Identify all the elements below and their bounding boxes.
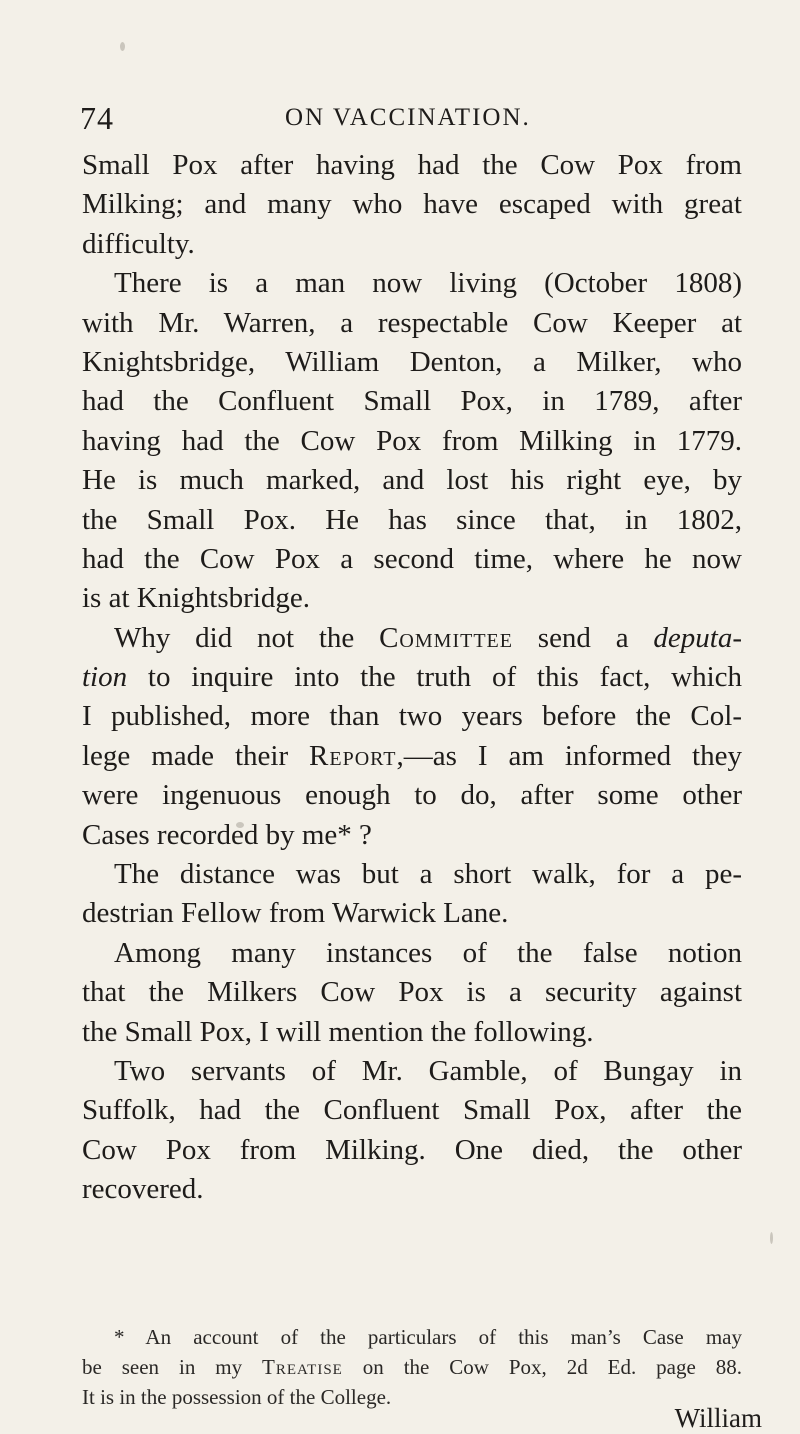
small-caps-word: Treatise: [262, 1355, 343, 1379]
text-line: with Mr. Warren, a respectable Cow Keeper at: [82, 306, 742, 339]
footnote: [82, 1322, 742, 1412]
text-line: [82, 658, 742, 697]
ink-speck: [770, 1232, 773, 1244]
body-text: [82, 146, 742, 1210]
text-line: recovered.: [82, 1173, 204, 1206]
text-line: destrian Fellow from Warwick Lane.: [82, 897, 509, 930]
text-line: Small Pox after having had the Cow Pox from: [82, 149, 742, 181]
ink-speck: [120, 42, 125, 51]
text-line: Milking; and many who have escaped with great: [82, 188, 742, 221]
text-line: There is a man now living (October 1808): [114, 267, 742, 300]
text-line: is at Knightsbridge.: [82, 582, 310, 615]
page-header: [80, 100, 740, 140]
catchword: William: [674, 1403, 762, 1433]
text-run: to inquire into the truth of this fact, which: [127, 661, 742, 694]
footnote-line: * An account of the particulars of this man’s Case may: [114, 1325, 742, 1349]
text-line: [82, 619, 742, 658]
text-line: were ingenuous enough to do, after some other: [82, 779, 742, 812]
text-line: [82, 737, 742, 776]
text-line: Cow Pox from Milking. One died, the other: [82, 1133, 742, 1166]
text-run: lege made their: [82, 739, 310, 772]
text-line: He is much marked, and lost his right eye, by: [82, 464, 742, 497]
small-caps-word: Committee: [379, 621, 513, 654]
page-number: 74: [80, 100, 114, 136]
text-line: having had the Cow Pox from Milking in 1779.: [82, 424, 742, 457]
text-line: had the Cow Pox a second time, where he now: [82, 542, 742, 575]
text-run: be seen in my: [82, 1355, 263, 1379]
text-line: had the Confluent Small Pox, in 1789, after: [82, 385, 742, 418]
text-line: that the Milkers Cow Pox is a security against: [82, 976, 742, 1009]
text-run: ,—as I am informed they: [396, 739, 742, 772]
footnote-line: [82, 1352, 742, 1382]
text-line: Cases recorded by me* ?: [82, 818, 372, 851]
text-line: difficulty.: [82, 227, 195, 260]
text-line: The distance was but a short walk, for a pe-: [114, 858, 742, 891]
text-line: the Small Pox, I will mention the following.: [82, 1015, 594, 1048]
text-run: on the Cow Pox, 2d Ed. page 88.: [342, 1355, 742, 1379]
text-line: Two servants of Mr. Gamble, of Bungay in: [114, 1054, 742, 1087]
text-run: Why did not the: [114, 621, 380, 654]
italic-word: deputa-: [653, 621, 742, 654]
text-run: send a: [512, 621, 654, 654]
text-line: Suffolk, had the Confluent Small Pox, after the: [82, 1094, 742, 1127]
text-line: the Small Pox. He has since that, in 1802,: [82, 503, 742, 536]
footnote-line: It is in the possession of the College.: [82, 1385, 392, 1409]
italic-word: tion: [82, 661, 128, 694]
running-head: ON VACCINATION.: [285, 104, 531, 131]
text-line: Among many instances of the false notion: [114, 936, 742, 969]
text-line: I published, more than two years before the Col-: [82, 700, 742, 733]
small-caps-word: Report: [309, 739, 397, 772]
text-line: Knightsbridge, William Denton, a Milker, who: [82, 345, 742, 378]
